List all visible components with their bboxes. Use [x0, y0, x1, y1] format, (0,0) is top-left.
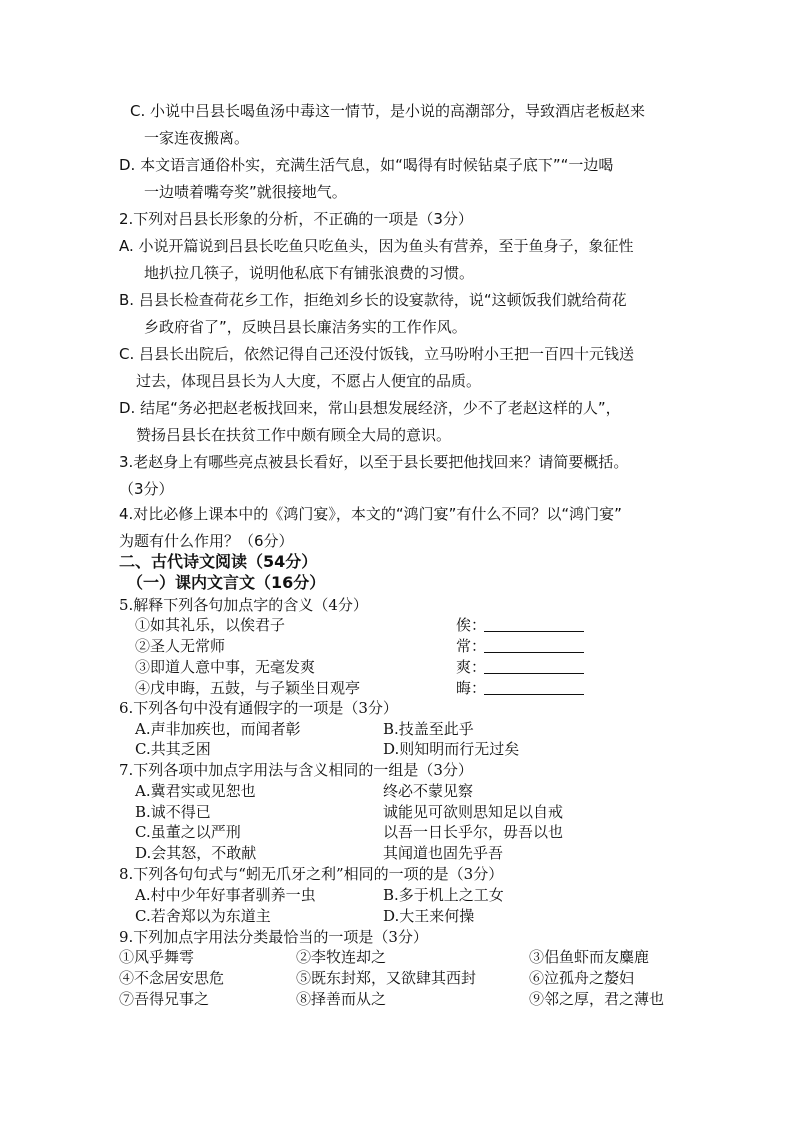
q6-option-a: A.声非加疾也，而闻者彰	[135, 720, 301, 738]
q8-option-b: B.多于机上之工女	[383, 886, 504, 904]
q4-line1: 4.对比必修上课本中的《鸿门宴》，本文的“鸿门宴”有什么不同？以“鸿门宴”	[119, 505, 622, 523]
q3-line2: （3分）	[119, 480, 174, 498]
q2-option-a-line1: A. 小说开篇说到吕县长吃鱼只吃鱼头，因为鱼头有营养，至于鱼身子，象征性	[119, 237, 634, 255]
q5-item-1-answer-blank[interactable]	[484, 631, 584, 632]
subsection-title: （一）课内文言文（16分）	[127, 573, 326, 592]
q7-option-c-left: C.虽董之以严刑	[135, 823, 241, 841]
q9-item-5: ⑤既东封郑，又欲肆其西封	[296, 969, 477, 987]
q2-option-b-line2: 乡政府省了”，反映吕县长廉洁务实的工作作风。	[144, 318, 467, 336]
q2-option-d-line1: D. 结尾“务必把赵老板找回来，常山县想发展经济，少不了老赵这样的人”，	[119, 399, 621, 417]
q7-option-d-left: D.会其怒，不敢献	[135, 844, 257, 862]
q4-line2: 为题有什么作用？（6分）	[119, 532, 294, 550]
q7-option-a-left: A.冀君实或见恕也	[135, 782, 256, 800]
q6-stem: 6.下列各句中没有通假字的一项是（3分）	[119, 699, 398, 717]
q1-option-c-line1: C. 小说中吕县长喝鱼汤中毒这一情节，是小说的高潮部分，导致酒店老板赵来	[130, 102, 646, 120]
q5-item-2: ②圣人无常师	[135, 637, 226, 655]
q1-option-d-line1: D. 本文语言通俗朴实，充满生活气息，如“喝得有时候钻桌子底下”“一边喝	[119, 156, 614, 174]
q5-item-4-char: 晦：	[456, 679, 487, 697]
q6-option-d: D.则知明而行无过矣	[383, 740, 520, 758]
q2-option-d-line2: 赞扬吕县长在扶贫工作中颇有顾全大局的意识。	[136, 426, 452, 444]
q5-item-4-answer-blank[interactable]	[484, 694, 584, 695]
q8-option-a: A.村中少年好事者驯养一虫	[135, 886, 316, 904]
q1-option-d-line2: 一边啧着嘴夸奖”就很接地气。	[144, 183, 347, 201]
q5-item-3: ③即道人意中事，无毫发爽	[135, 658, 316, 676]
q5-item-4: ④戊申晦，五鼓，与子颖坐日观亭	[135, 679, 361, 697]
q9-stem: 9.下列加点字用法分类最恰当的一项是（3分）	[119, 928, 428, 946]
q6-option-b: B.技盖至此乎	[383, 720, 474, 738]
q6-option-c: C.共其乏困	[135, 740, 211, 758]
q5-item-2-char: 常：	[456, 637, 487, 655]
q7-option-c-right: 以吾一日长乎尔，毋吾以也	[383, 823, 564, 841]
section-title: 二、古代诗文阅读（54分）	[119, 552, 318, 571]
q7-option-b-left: B.诚不得已	[135, 803, 211, 821]
q5-item-1: ①如其礼乐，以俟君子	[135, 616, 286, 634]
q2-option-c-line1: C. 吕县长出院后，依然记得自己还没付饭钱，立马吩咐小王把一百四十元钱送	[119, 345, 635, 363]
q9-item-2: ②李牧连却之	[296, 948, 387, 966]
q1-option-c-line2: 一家连夜搬离。	[144, 129, 250, 147]
q5-item-3-answer-blank[interactable]	[484, 673, 584, 674]
q9-item-8: ⑧择善而从之	[296, 990, 387, 1008]
q8-stem: 8.下列各句句式与“蚓无爪牙之利”相同的一项的是（3分）	[119, 865, 504, 883]
q2-option-b-line1: B. 吕县长检查荷花乡工作，拒绝刘乡长的设宴款待，说“这顿饭我们就给荷花	[119, 291, 627, 309]
q9-item-6: ⑥泣孤舟之嫠妇	[529, 969, 635, 987]
q9-item-9: ⑨邻之厚，君之薄也	[529, 990, 665, 1008]
q2-stem: 2.下列对吕县长形象的分析，不正确的一项是（3分）	[119, 210, 473, 228]
q7-option-d-right: 其闻道也固先乎吾	[383, 844, 504, 862]
q5-item-1-char: 俟：	[456, 616, 487, 634]
q9-item-7: ⑦吾得兄事之	[119, 990, 210, 1008]
q5-stem: 5.解释下列各句加点字的含义（4分）	[119, 596, 368, 614]
q9-item-1: ①风乎舞雩	[119, 948, 195, 966]
q3-line1: 3.老赵身上有哪些亮点被县长看好，以至于县长要把他找回来？请简要概括。	[119, 453, 629, 471]
q5-item-3-char: 爽：	[456, 658, 487, 676]
q2-option-c-line2: 过去，体现吕县长为人大度，不愿占人便宜的品质。	[136, 372, 482, 390]
q9-item-4: ④不念居安思危	[119, 969, 225, 987]
q8-option-c: C.若舍郑以为东道主	[135, 907, 271, 925]
q2-option-a-line2: 地扒拉几筷子，说明他私底下有铺张浪费的习惯。	[144, 264, 475, 282]
q9-item-3: ③侣鱼虾而友麋鹿	[529, 948, 650, 966]
q7-stem: 7.下列各项中加点字用法与含义相同的一组是（3分）	[119, 761, 473, 779]
q7-option-b-right: 诚能见可欲则思知足以自戒	[383, 803, 564, 821]
q7-option-a-right: 终必不蒙见察	[383, 782, 474, 800]
q8-option-d: D.大王来何操	[383, 907, 475, 925]
q5-item-2-answer-blank[interactable]	[484, 652, 584, 653]
